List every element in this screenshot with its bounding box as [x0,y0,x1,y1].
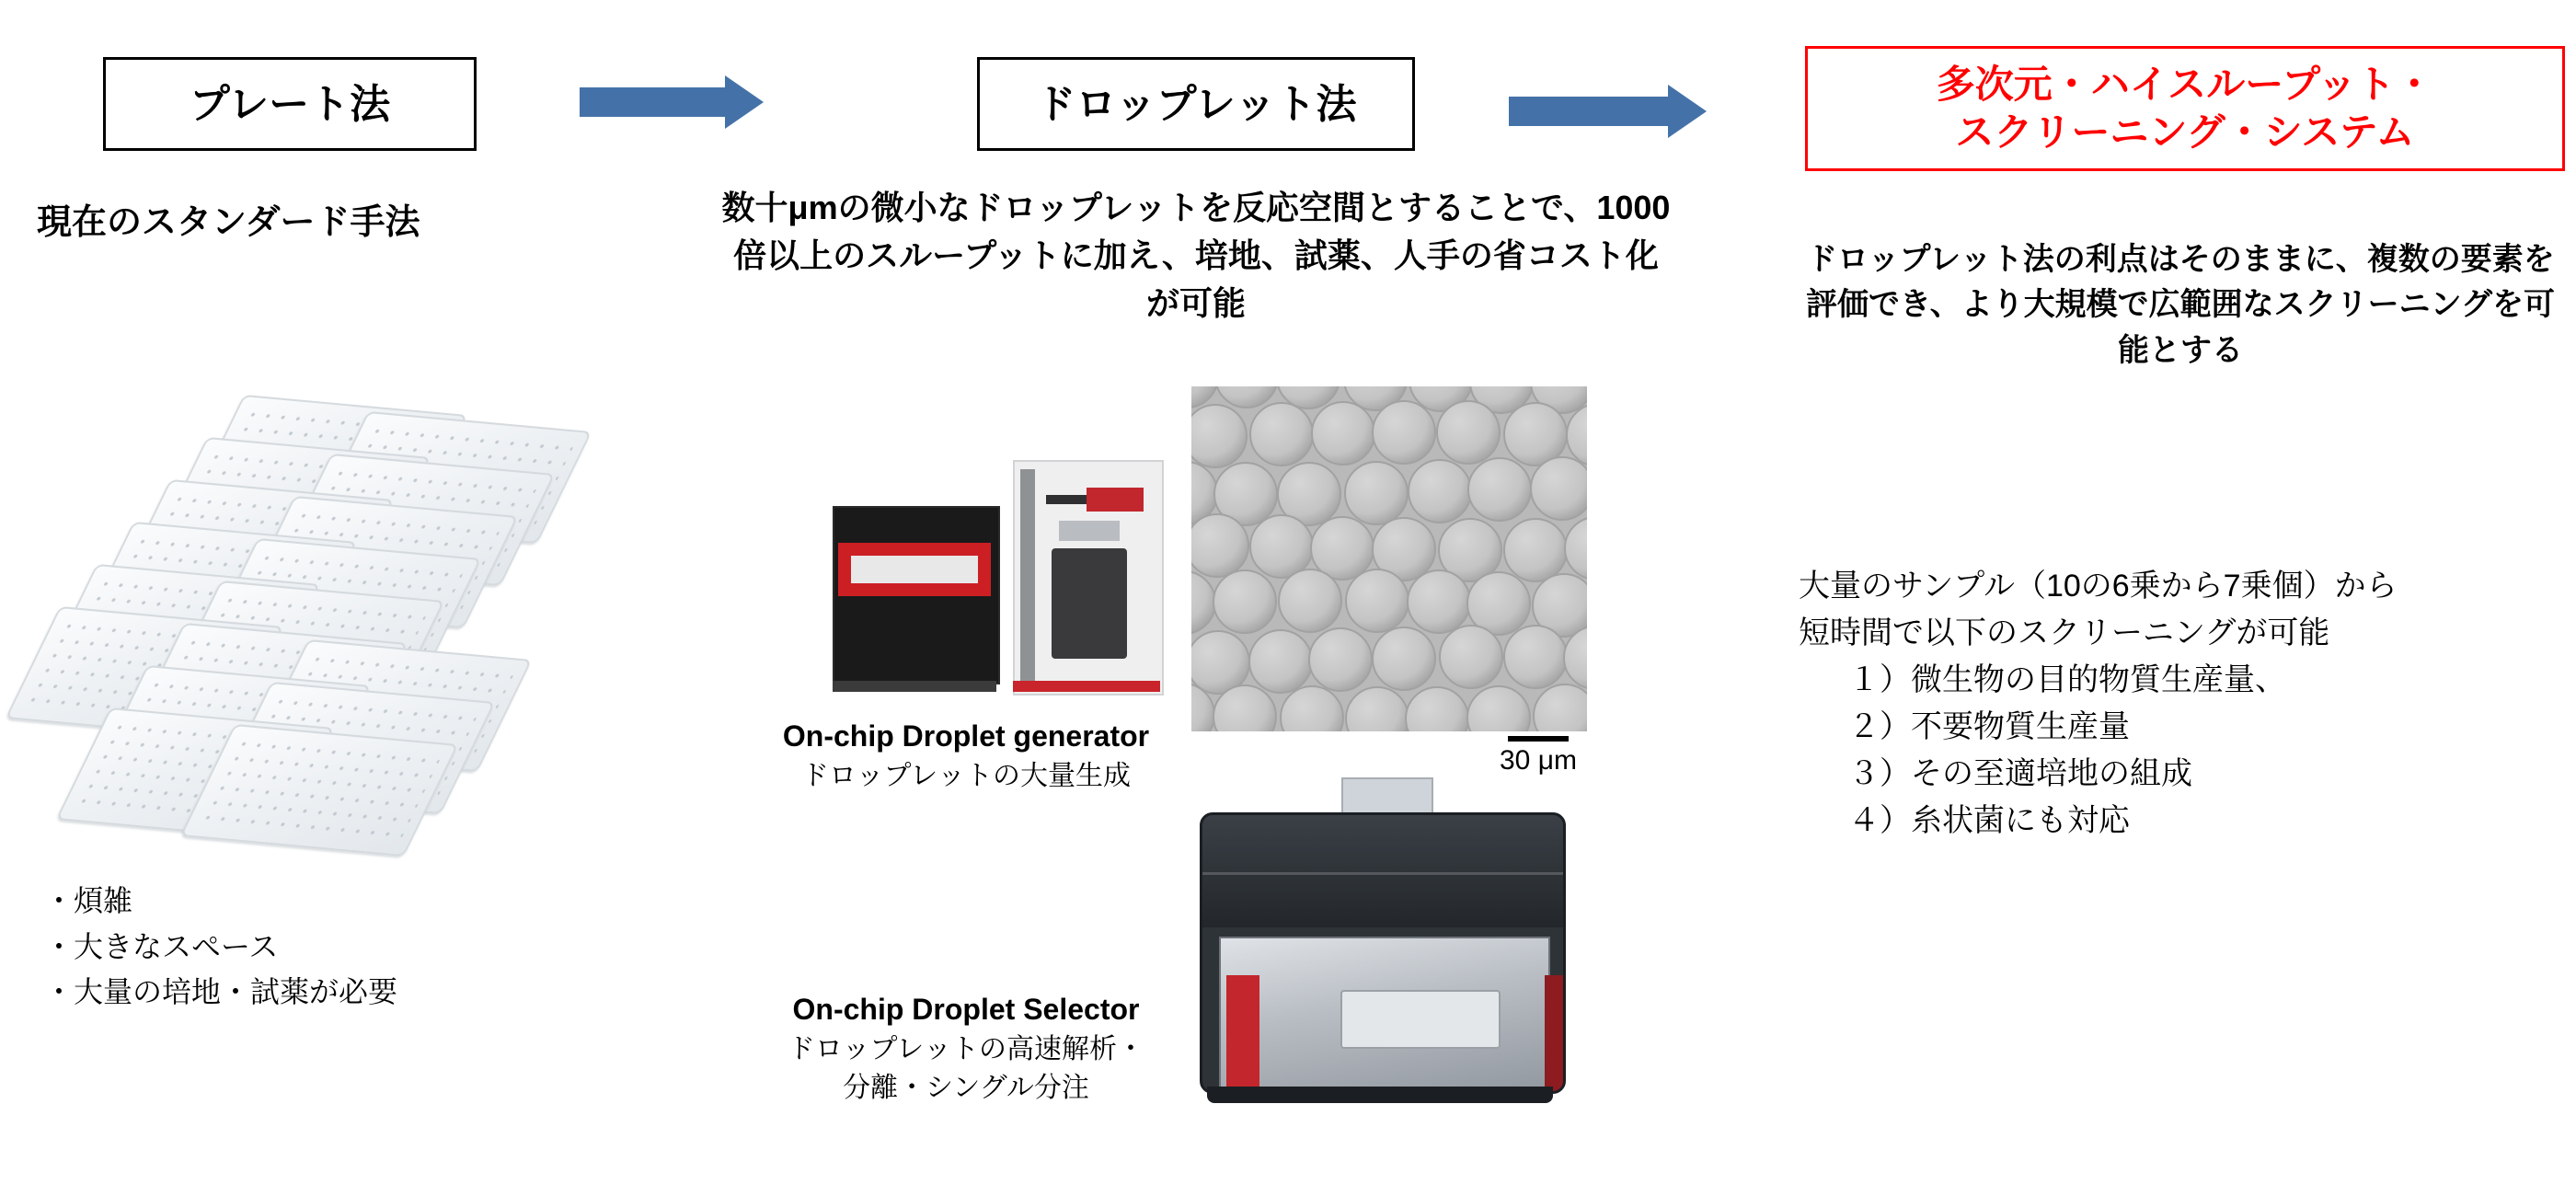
list-item: ２）不要物質生産量 [1848,709,2130,744]
device-subtitle: ドロップレットの大量生成 [801,760,1131,791]
droplet-method-description: 数十μmの微小なドロップレットを反応空間とすることで、1000倍以上のスループットに加え、培地、試薬、人手の省コスト化が可能 [721,189,1671,323]
screening-system-title-box [1805,46,2565,171]
microplate-stack-illustration [18,405,699,865]
plate-method-title-box [103,57,477,151]
device-name: On-chip Droplet generator [782,719,1150,753]
droplet-method-title-box [977,57,1415,151]
droplet-generator-illustration [833,460,1164,699]
droplet-selector-caption [681,989,1251,1108]
capability-lead-line2: 短時間で以下のスクリーニングが可能 [1799,615,2330,650]
screening-system-title-line2: スクリーニング・システム [1955,110,2415,154]
scale-bar-label: 30 μm [1500,745,1577,776]
droplet-method-title: ドロップレット法 [1035,81,1357,127]
plate-method-bullet-list [44,879,397,1016]
screening-system-title-line1: 多次元・ハイスループット・ [1936,62,2434,106]
arrow-right-icon [580,75,764,129]
list-item: ３）その至適培地の組成 [1848,756,2192,791]
list-item: ・大量の培地・試薬が必要 [44,975,398,1009]
plate-method-subtitle: 現在のスタンダード手法 [37,203,420,242]
device-subtitle-line2: 分離・シングル分注 [843,1072,1089,1103]
screening-system-description: ドロップレット法の利点はそのままに、複数の要素を評価でき、より大規模で広範囲なスクリーニングを可能とする [1806,242,2555,368]
droplet-micrograph [1191,386,1587,731]
list-item: ・煩雑 [44,884,133,917]
list-item: １）微生物の目的物質生産量、 [1848,662,2286,697]
capability-lead-line1: 大量のサンプル（10の6乗から7乗個）から [1799,569,2398,604]
device-name: On-chip Droplet Selector [792,993,1140,1026]
screening-system-capability-list [1799,563,2562,845]
arrow-right-icon [1509,85,1707,138]
list-item: ４）糸状菌にも対応 [1848,803,2130,838]
droplet-generator-caption [681,716,1251,796]
micrograph-scale-bar [1483,736,1593,776]
list-item: ・大きなスペース [44,929,279,963]
device-subtitle-line1: ドロップレットの高速解析・ [788,1033,1144,1064]
scale-bar-line [1508,736,1569,742]
plate-method-title: プレート法 [189,81,391,127]
